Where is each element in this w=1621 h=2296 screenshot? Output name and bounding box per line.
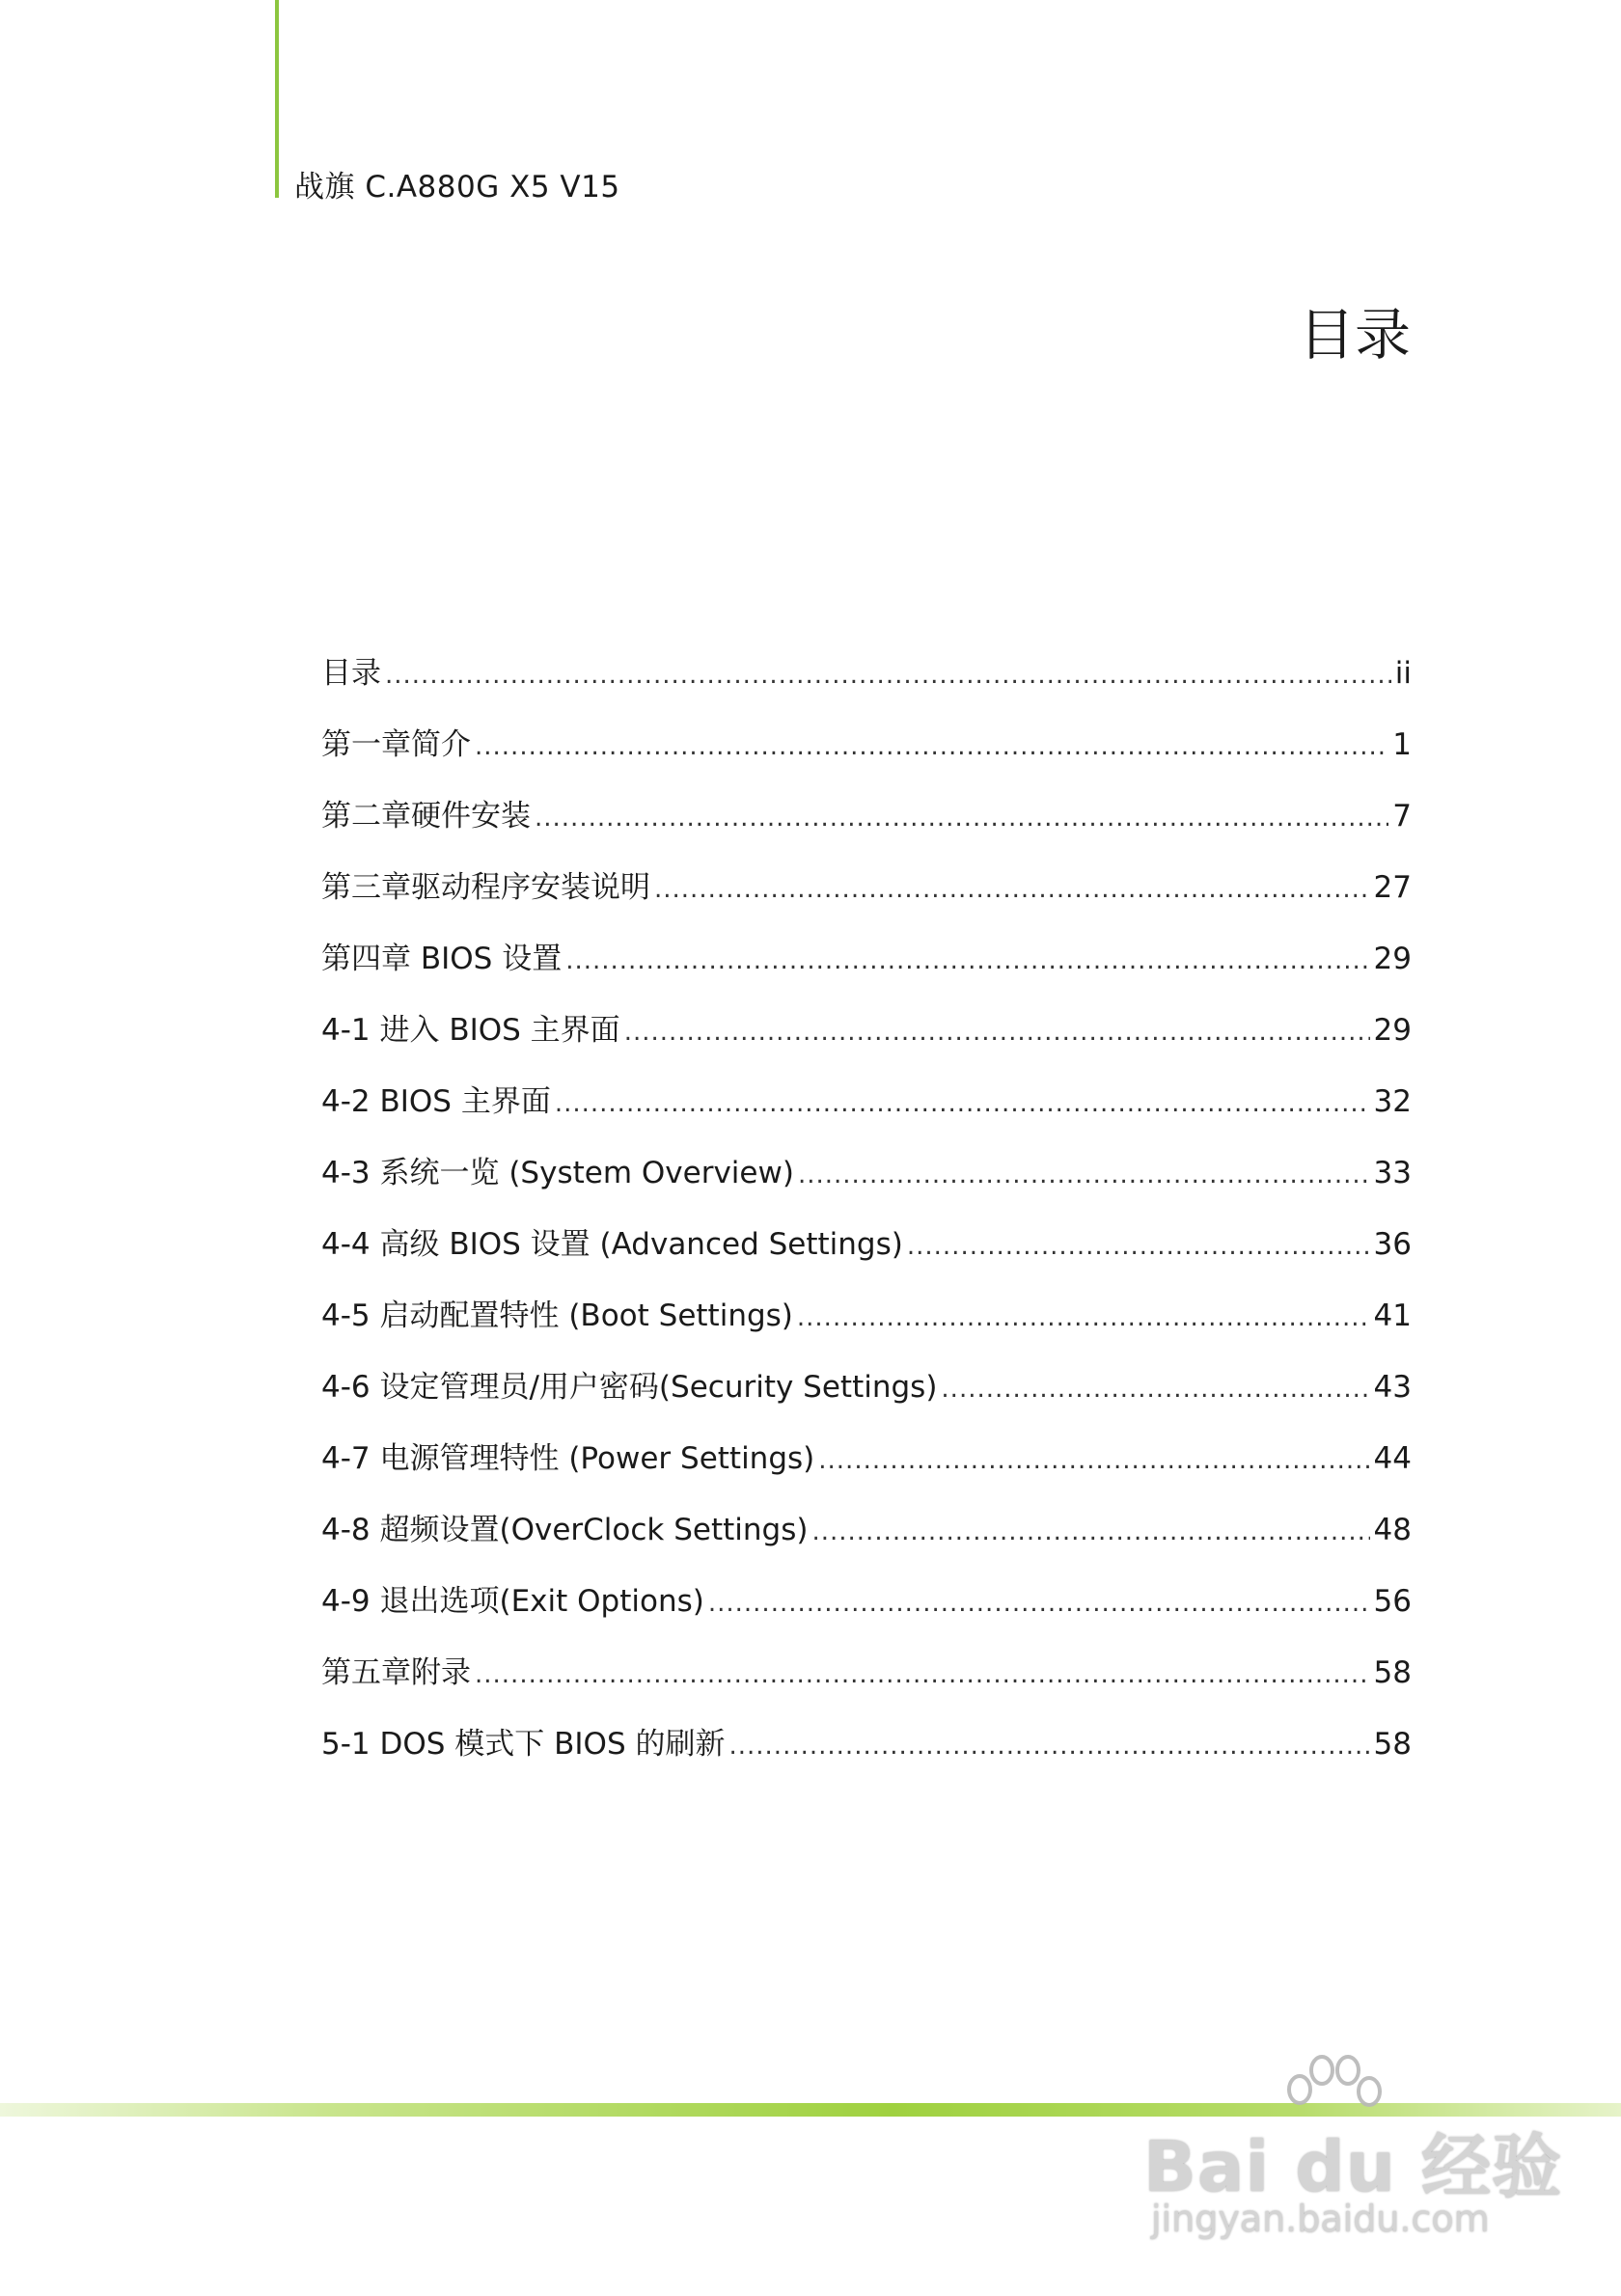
toc-entry-label: 4-3 系统一览 (System Overview): [321, 1156, 794, 1190]
toc-dot-leader: [555, 1089, 1370, 1118]
toc-entry[interactable]: [321, 1434, 1412, 1505]
watermark-brand: Bai du 经验: [1143, 2126, 1563, 2207]
toc-entry-page: 43: [1373, 1370, 1412, 1405]
toc-dot-leader: [565, 946, 1369, 975]
toc-dot-leader: [798, 1161, 1370, 1189]
toc-dot-leader: [475, 732, 1388, 761]
table-of-contents: [321, 648, 1412, 1790]
toc-entry-page: 1: [1392, 727, 1412, 762]
toc-entry-label: 4-1 进入 BIOS 主界面: [321, 1013, 620, 1048]
toc-entry-label: 第五章附录: [321, 1655, 471, 1690]
toc-dot-leader: [624, 1018, 1370, 1047]
toc-entry[interactable]: [321, 1077, 1412, 1148]
toc-entry-page: 32: [1373, 1084, 1412, 1119]
toc-entry-label: 第三章驱动程序安装说明: [321, 870, 650, 905]
toc-entry[interactable]: [321, 934, 1412, 1005]
toc-entry-page: 56: [1373, 1584, 1412, 1619]
page-title: 目录: [1298, 302, 1411, 368]
toc-entry[interactable]: [321, 1505, 1412, 1576]
toc-dot-leader: [385, 661, 1391, 690]
toc-entry-page: 29: [1373, 1013, 1412, 1048]
toc-entry-label: 第二章硬件安装: [321, 799, 531, 834]
toc-dot-leader: [475, 1660, 1370, 1689]
toc-entry-page: ii: [1394, 656, 1412, 691]
toc-entry[interactable]: [321, 1648, 1412, 1719]
toc-entry[interactable]: [321, 1576, 1412, 1648]
toc-entry-page: 36: [1373, 1227, 1412, 1262]
toc-entry-page: 27: [1373, 870, 1412, 905]
toc-entry-page: 44: [1373, 1441, 1412, 1476]
toc-entry[interactable]: [321, 1219, 1412, 1291]
toc-entry-page: 48: [1373, 1513, 1412, 1547]
toc-entry-label: 4-5 启动配置特性 (Boot Settings): [321, 1298, 793, 1333]
toc-entry-page: 33: [1373, 1156, 1412, 1190]
toc-entry[interactable]: [321, 720, 1412, 791]
toc-entry-label: 目录: [321, 656, 381, 691]
left-accent-rule: [275, 0, 279, 198]
toc-dot-leader: [535, 804, 1388, 833]
toc-dot-leader: [708, 1589, 1370, 1618]
toc-entry[interactable]: [321, 791, 1412, 862]
toc-entry-label: 4-6 设定管理员/用户密码(Security Settings): [321, 1370, 938, 1405]
toc-entry[interactable]: [321, 648, 1412, 720]
toc-dot-leader: [941, 1375, 1369, 1404]
toc-entry[interactable]: [321, 1719, 1412, 1790]
toc-entry[interactable]: [321, 862, 1412, 934]
toc-entry-page: 7: [1392, 799, 1412, 834]
toc-dot-leader: [811, 1517, 1369, 1546]
toc-entry-page: 58: [1373, 1655, 1412, 1690]
baidu-jingyan-watermark: [1143, 2053, 1563, 2246]
toc-entry-label: 4-9 退出选项(Exit Options): [321, 1584, 704, 1619]
toc-entry[interactable]: [321, 1148, 1412, 1219]
toc-dot-leader: [818, 1446, 1369, 1475]
toc-dot-leader: [907, 1232, 1370, 1261]
toc-dot-leader: [654, 875, 1370, 904]
watermark-site: jingyan.baidu.com: [1151, 2198, 1490, 2240]
toc-entry-label: 4-2 BIOS 主界面: [321, 1084, 551, 1119]
toc-entry-label: 4-7 电源管理特性 (Power Settings): [321, 1441, 815, 1476]
toc-entry-page: 58: [1373, 1727, 1412, 1762]
toc-entry-label: 第一章简介: [321, 727, 471, 762]
document-header-title: 战旗 C.A880G X5 V15: [294, 170, 620, 205]
toc-entry-label: 第四章 BIOS 设置: [321, 942, 563, 976]
toc-entry-label: 4-8 超频设置(OverClock Settings): [321, 1513, 809, 1547]
toc-entry[interactable]: [321, 1362, 1412, 1434]
toc-dot-leader: [797, 1303, 1370, 1332]
toc-entry-page: 29: [1373, 942, 1412, 976]
toc-entry[interactable]: [321, 1005, 1412, 1077]
toc-entry-page: 41: [1373, 1298, 1412, 1333]
toc-entry[interactable]: [321, 1291, 1412, 1362]
toc-dot-leader: [728, 1732, 1369, 1761]
toc-entry-label: 4-4 高级 BIOS 设置 (Advanced Settings): [321, 1227, 903, 1262]
toc-entry-label: 5-1 DOS 模式下 BIOS 的刷新: [321, 1727, 726, 1762]
